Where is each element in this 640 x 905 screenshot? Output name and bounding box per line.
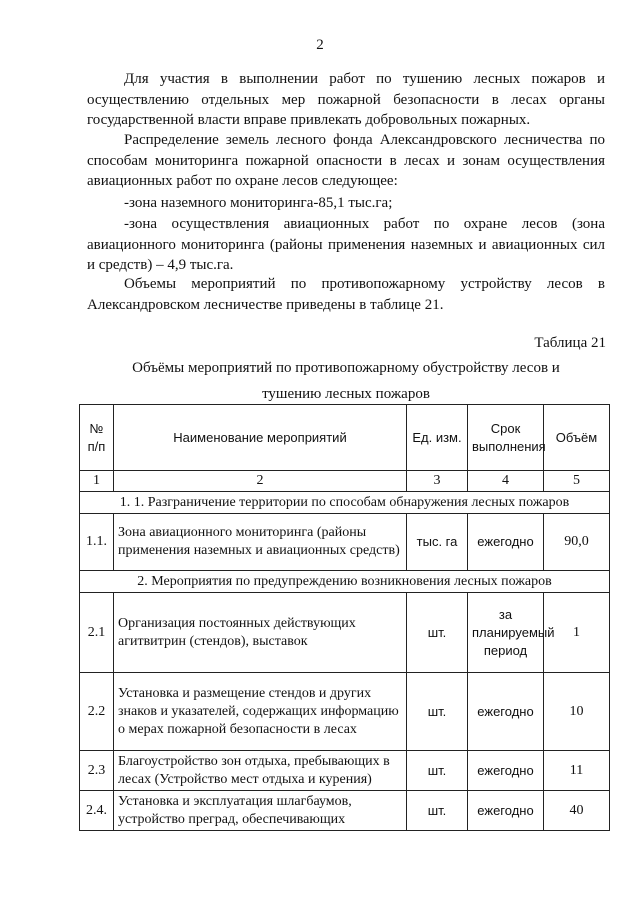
- section-1-title: 1. 1. Разграничение территории по способам обнаружения лесных пожаров: [80, 492, 610, 514]
- row-num: 2.4.: [80, 791, 114, 831]
- col-number: 2: [114, 471, 407, 492]
- paragraph-4: -зона осуществления авиационных работ по охране лесов (зона авиационного мониторинга (районы применения наземных и авиационных сил и средств) – 4,9 тыс.га.: [87, 216, 605, 273]
- row-unit: шт.: [407, 673, 468, 751]
- row-volume: 11: [544, 751, 610, 791]
- row-volume: 10: [544, 673, 610, 751]
- section-row: [80, 571, 610, 593]
- row-volume: 90,0: [544, 514, 610, 571]
- header-term: Срок выполнения: [468, 405, 544, 471]
- paragraph-2: Распределение земель лесного фонда Александровского лесничества по способам мониторинга пожарной опасности в лесах и зонам осуществления авиационных работ по охране лесов следующее:: [87, 132, 605, 189]
- row-term: ежегодно: [468, 514, 544, 571]
- row-term: ежегодно: [468, 751, 544, 791]
- column-numbers-row: [80, 471, 610, 492]
- header-volume: Объём: [544, 405, 610, 471]
- row-volume: 40: [544, 791, 610, 831]
- row-name: Организация постоянных действующих агитвитрин (стендов), выставок: [114, 593, 407, 673]
- paragraph-3: -зона наземного мониторинга-85,1 тыс.га;: [124, 195, 393, 211]
- table-title-line-1: Объёмы мероприятий по противопожарному обустройству лесов и: [132, 360, 560, 376]
- row-unit: шт.: [407, 751, 468, 791]
- row-unit: шт.: [407, 791, 468, 831]
- table-row: [80, 751, 610, 791]
- col-number: 3: [407, 471, 468, 492]
- row-unit: тыс. га: [407, 514, 468, 571]
- paragraph-1: Для участия в выполнении работ по тушению лесных пожаров и осуществлению отдельных мер пожарной безопасности в лесах органы государственной власти вправе привлекать добровольных пожарных.: [87, 71, 605, 128]
- row-unit: шт.: [407, 593, 468, 673]
- table-label: Таблица 21: [534, 335, 606, 351]
- row-num: 1.1.: [80, 514, 114, 571]
- table-row: [80, 514, 610, 571]
- col-number: 4: [468, 471, 544, 492]
- header-unit: Ед. изм.: [407, 405, 468, 471]
- row-num: 2.2: [80, 673, 114, 751]
- table-row: [80, 791, 610, 831]
- table-row: [80, 593, 610, 673]
- row-term: ежегодно: [468, 791, 544, 831]
- paragraph-5: Объемы мероприятий по противопожарному устройству лесов в Александровском лесничестве приведены в таблице 21.: [87, 276, 605, 313]
- row-num: 2.1: [80, 593, 114, 673]
- row-term: за планируемый период: [468, 593, 544, 673]
- section-row: [80, 492, 610, 514]
- col-number: 1: [80, 471, 114, 492]
- row-name: Установка и эксплуатация шлагбаумов, устройство преград, обеспечивающих: [114, 791, 407, 831]
- row-name: Установка и размещение стендов и других знаков и указателей, содержащих информацию о мерах пожарной безопасности в лесах: [114, 673, 407, 751]
- table-header-row: [80, 405, 610, 471]
- section-2-title: 2. Мероприятия по предупреждению возникновения лесных пожаров: [80, 571, 610, 593]
- page-number: 2: [316, 37, 324, 53]
- header-name: Наименование мероприятий: [114, 405, 407, 471]
- row-volume: 1: [544, 593, 610, 673]
- table-row: [80, 673, 610, 751]
- col-number: 5: [544, 471, 610, 492]
- row-num: 2.3: [80, 751, 114, 791]
- row-name: Благоустройство зон отдыха, пребывающих в лесах (Устройство мест отдыха и курения): [114, 751, 407, 791]
- header-num: № п/п: [80, 405, 114, 471]
- measures-table: [79, 404, 610, 831]
- row-name: Зона авиационного мониторинга (районы применения наземных и авиационных средств): [114, 514, 407, 571]
- row-term: ежегодно: [468, 673, 544, 751]
- table-title-line-2: тушению лесных пожаров: [262, 386, 430, 402]
